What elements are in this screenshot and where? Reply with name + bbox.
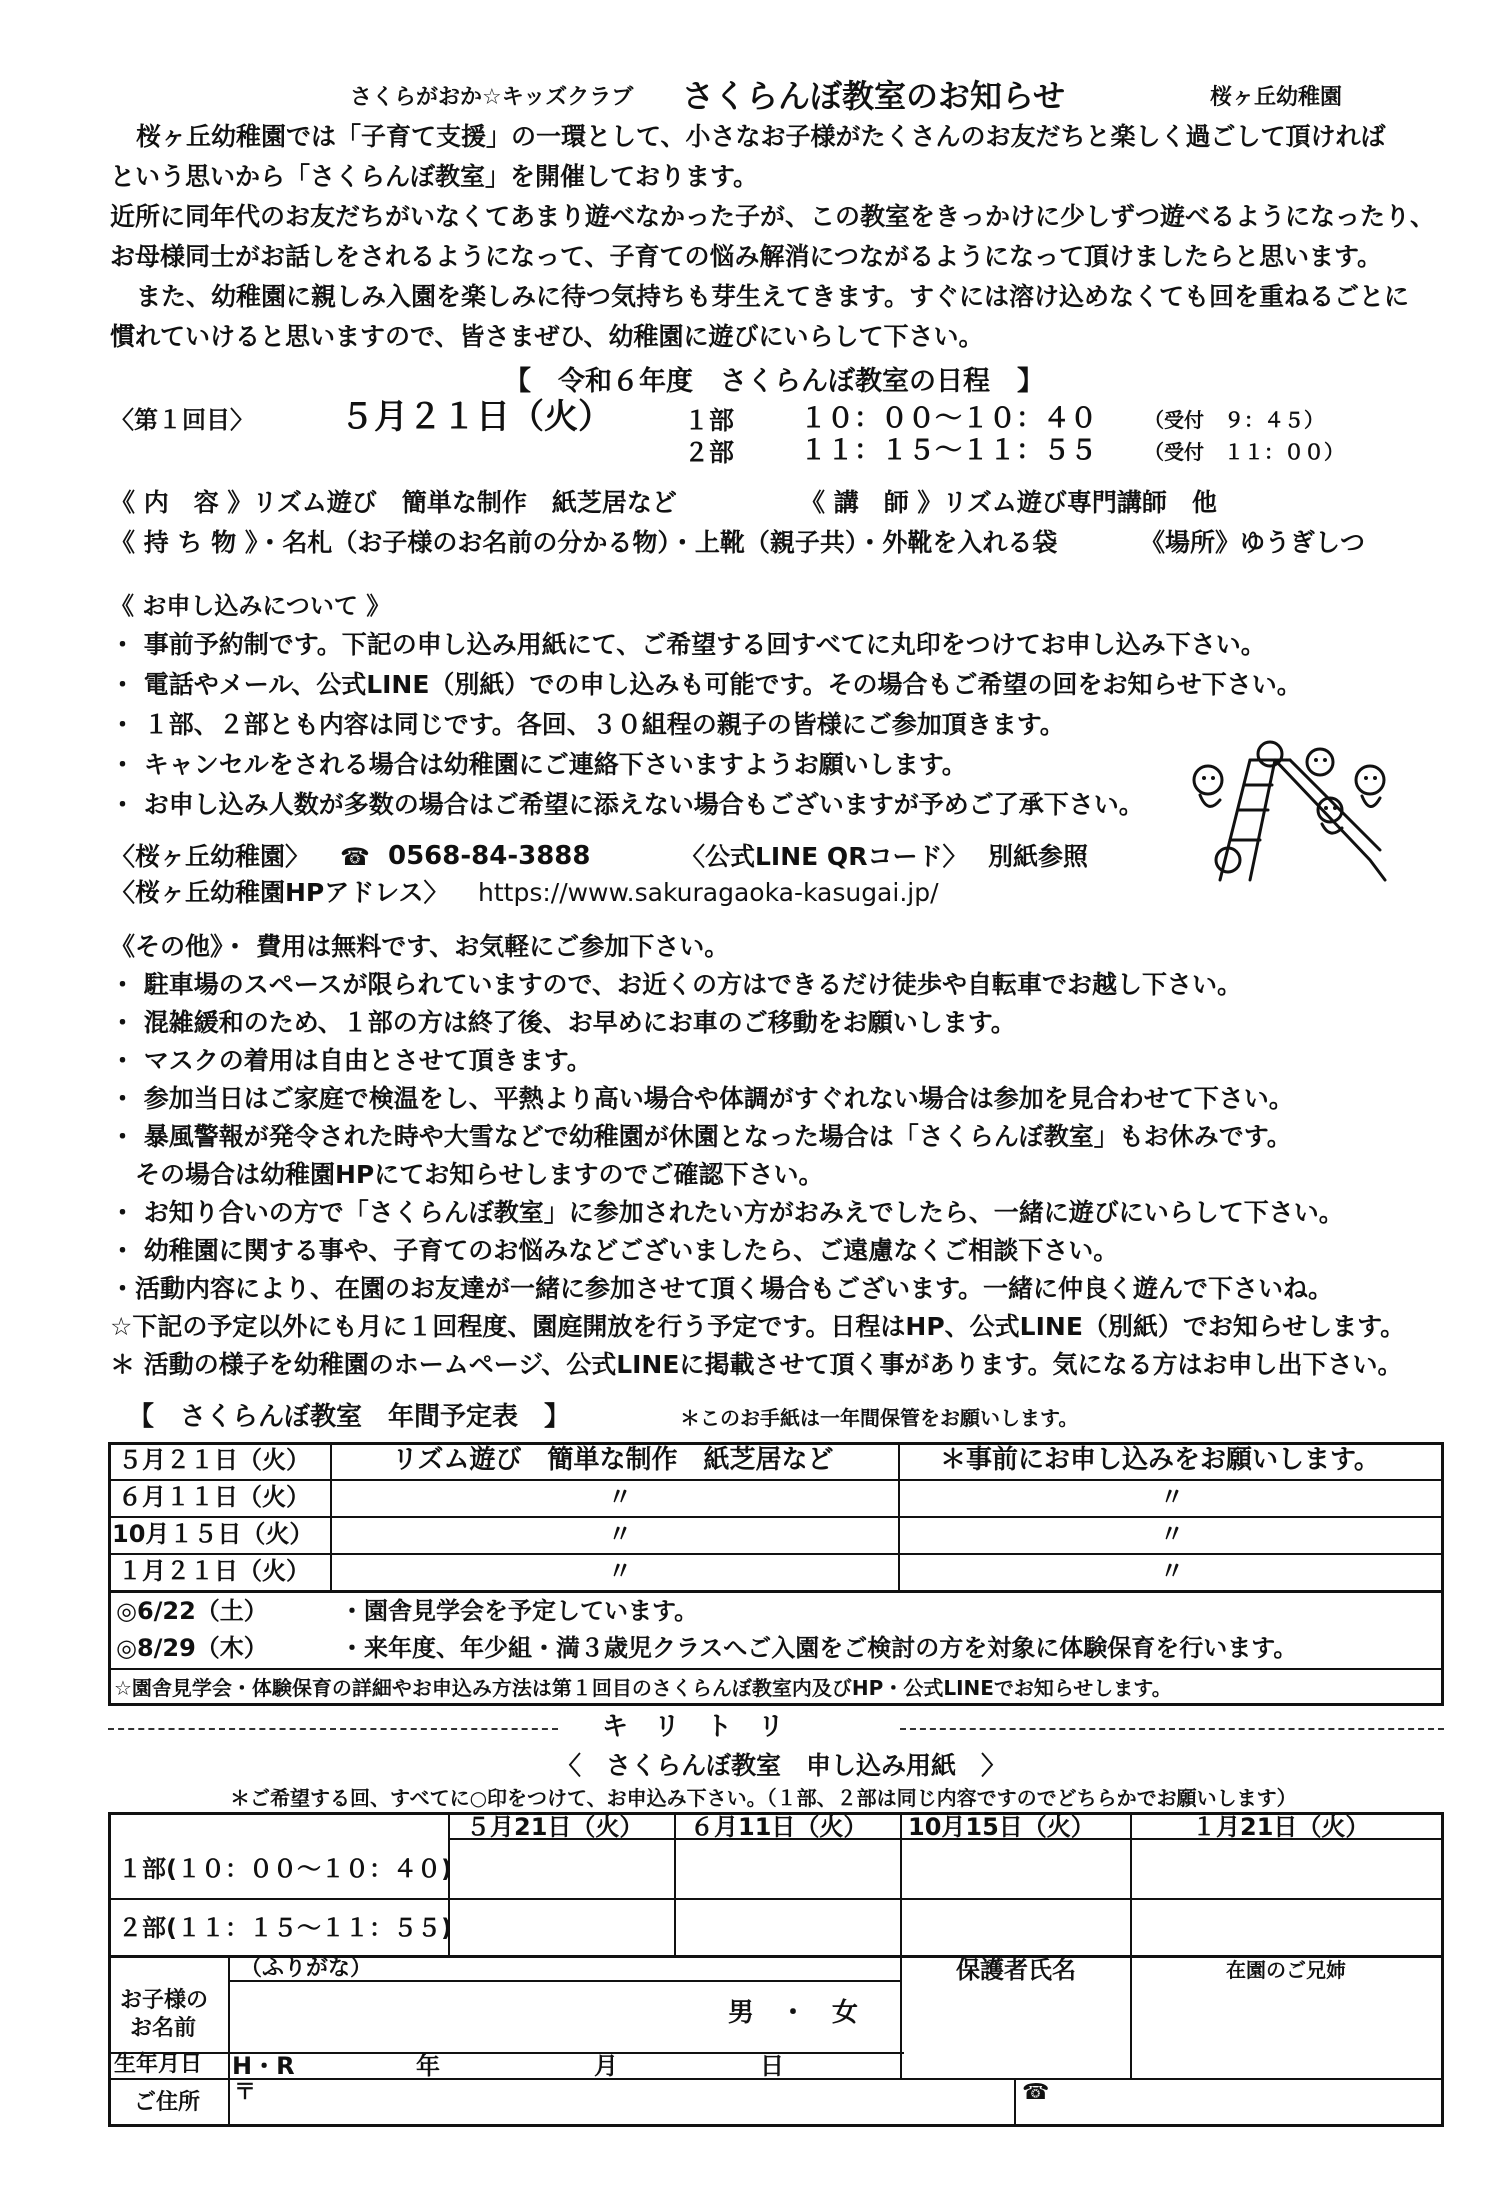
apply-item: ・ １部、２部とも内容は同じです。各回、３０組程の親子の皆様にご参加頂きます。 <box>110 710 1065 739</box>
other-item: ・ 暴風警報が発令された時や大雪などで幼稚園が休園となった場合は「さくらんぼ教室」もお休みです。 <box>110 1122 1292 1151</box>
form-cell-part1-jan21[interactable] <box>1132 1840 1442 1897</box>
annual-row-content: 〃 <box>608 1557 632 1585</box>
other-first: 《その他》・ 費用は無料です、お気軽にご参加下さい。 <box>110 932 730 961</box>
form-phone-input[interactable] <box>1016 2080 1442 2125</box>
form-title: 〈 さくらんぼ教室 申し込み用紙 〉 <box>556 1751 1007 1780</box>
form-birth-month: 月 <box>594 2052 618 2080</box>
intro-line-5: また、幼稚園に親しみ入園を楽しみに待つ気持ちも芽生えてきます。すぐには溶け込めなくても回を重ねるごとに <box>136 282 1410 311</box>
schedule-heading: 【 令和６年度 さくらんぼ教室の日程 】 <box>504 366 1044 397</box>
schedule-part2-reception: （受付 １１：００） <box>1144 440 1344 464</box>
other-item: その場合は幼稚園HPにてお知らせしますのでご確認下さい。 <box>110 1160 824 1189</box>
form-cell-part1-oct15[interactable] <box>902 1840 1128 1897</box>
form-part2-label: ２部(１１：１５〜１１：５５) <box>118 1914 452 1942</box>
annual-row-date: ５月２１日（火） <box>118 1446 310 1474</box>
form-gender[interactable]: 男 ・ 女 <box>728 1998 859 2028</box>
cut-line-right <box>900 1728 1444 1730</box>
apply-heading: 《 お申し込みについて 》 <box>110 592 391 620</box>
org-name: 桜ヶ丘幼稚園 <box>1210 85 1343 110</box>
other-item: ・ 混雑緩和のため、１部の方は終了後、お早めにお車のご移動をお願いします。 <box>110 1008 1016 1037</box>
annual-event-text: ・園舎見学会を予定しています。 <box>340 1597 699 1625</box>
form-sibling-input[interactable] <box>1132 1982 1442 2076</box>
form-cell-part2-jan21[interactable] <box>1132 1900 1442 1956</box>
annual-event-date: ◎8/29（木） <box>116 1634 268 1662</box>
schedule-round: 〈第１回目〉 <box>110 406 254 434</box>
apply-item: ・ 電話やメール、公式LINE（別紙）での申し込みも可能です。その場合もご希望の回をお知らせ下さい。 <box>110 670 1302 699</box>
detail-content: 《 内 容 》リズム遊び 簡単な制作 紙芝居など <box>110 488 677 517</box>
annual-note: ＊このお手紙は一年間保管をお願いします。 <box>680 1406 1079 1430</box>
contact-hp-label: 〈桜ヶ丘幼稚園HPアドレス〉 <box>110 878 449 907</box>
detail-belongings: 《 持 ち 物 》・名札（お子様のお名前の分かる物）・上靴（親子共）・外靴を入れる袋 <box>110 528 1058 557</box>
schedule-part1: １部 <box>684 406 735 435</box>
children-slide-illustration <box>1180 740 1400 890</box>
contact-phone: 0568-84-3888 <box>388 841 591 871</box>
contact-line-label: 〈公式LINE QRコード〉 <box>680 842 968 871</box>
intro-line-3: 近所に同年代のお友だちがいなくてあまり遊べなかった子が、この教室をきっかけに少しずつ遊べるようになったり、 <box>110 202 1436 231</box>
apply-item: ・ 事前予約制です。下記の申し込み用紙にて、ご希望する回すべてに丸印をつけてお申し込み下さい。 <box>110 630 1266 659</box>
other-item: ・活動内容により、在園のお友達が一緒に参加させて頂く場合もございます。一緒に仲良く遊んで下さいね。 <box>110 1274 1334 1303</box>
other-item: ・ マスクの着用は自由とさせて頂きます。 <box>110 1046 592 1075</box>
form-part1-label: １部(１０：００〜１０：４０) <box>118 1855 452 1883</box>
form-instruction: ＊ご希望する回、すべてに○印をつけて、お申込み下さい。（１部、２部は同じ内容ですのでどちらかでお願いします） <box>230 1786 1297 1810</box>
other-item: ・ 幼稚園に関する事や、子育てのお悩みなどございましたら、ご遠慮なくご相談下さい。 <box>110 1236 1119 1265</box>
annual-row-date: １月２１日（火） <box>118 1557 310 1585</box>
form-child-name-label: お子様の <box>120 1988 209 2013</box>
phone-icon: ☎ <box>340 843 370 871</box>
annual-event-date: ◎6/22（土） <box>116 1597 268 1625</box>
schedule-part2-time: １１：１５〜１１：５５ <box>800 435 1097 466</box>
form-child-name-label-2: お名前 <box>130 2016 197 2041</box>
form-child-name-input[interactable] <box>230 1982 898 2050</box>
form-cell-part2-may21[interactable] <box>450 1900 672 1956</box>
form-cell-part1-may21[interactable] <box>450 1840 672 1897</box>
annual-heading: 【 さくらんぼ教室 年間予定表 】 <box>128 1402 571 1432</box>
detail-teacher: 《 講 師 》リズム遊び専門講師 他 <box>800 488 1217 517</box>
annual-row-remark: 〃 <box>1160 1520 1184 1548</box>
form-sibling-label: 在園のご兄姉 <box>1226 1958 1346 1982</box>
form-birth-year: 年 <box>416 2052 440 2080</box>
annual-row-content: 〃 <box>608 1483 632 1511</box>
apply-item: ・ キャンセルをされる場合は幼稚園にご連絡下さいますようお願いします。 <box>110 750 967 779</box>
form-birth-day: 日 <box>760 2052 784 2080</box>
annual-row-remark: ＊事前にお申し込みをお願いします。 <box>940 1445 1380 1475</box>
annual-footnote: ☆園舎見学会・体験保育の詳細やお申込み方法は第１回目のさくらんぼ教室内及びHP・公式LINEでお知らせします。 <box>114 1676 1172 1700</box>
annual-row-remark: 〃 <box>1160 1483 1184 1511</box>
form-cell-part2-oct15[interactable] <box>902 1900 1128 1956</box>
form-date-header: 10月15日（火） <box>908 1813 1095 1841</box>
annual-row-date: ６月１１日（火） <box>118 1483 310 1511</box>
form-date-header: ５月21日（火） <box>466 1813 644 1841</box>
form-phone-icon: ☎ <box>1022 2080 1050 2105</box>
form-address-input[interactable] <box>230 2080 1012 2125</box>
cut-label: キ リ ト リ <box>602 1712 785 1742</box>
annual-row-remark: 〃 <box>1160 1557 1184 1585</box>
annual-row-date: 10月１５日（火） <box>112 1520 314 1548</box>
intro-line-2: という思いから「さくらんぼ教室」を開催しております。 <box>110 162 759 191</box>
contact-hp-url[interactable]: https://www.sakuragaoka-kasugai.jp/ <box>478 878 939 907</box>
form-birth-era[interactable]: H・R <box>232 2052 295 2080</box>
form-birth-label: 生年月日 <box>114 2052 203 2077</box>
other-item: ・ お知り合いの方で「さくらんぼ教室」に参加されたい方がおみえでしたら、一緒に遊びにいらして下さい。 <box>110 1198 1344 1227</box>
apply-item: ・ お申し込み人数が多数の場合はご希望に添えない場合もございますが予めご了承下さい。 <box>110 790 1144 819</box>
cut-line-left <box>108 1728 558 1730</box>
schedule-date: ５月２１日（火） <box>340 397 612 437</box>
form-furigana-label: （ふりがな） <box>240 1956 373 1981</box>
contact-org-label: 〈桜ヶ丘幼稚園〉 <box>110 842 311 871</box>
form-date-header: １月21日（火） <box>1192 1813 1370 1841</box>
form-postal-mark: 〒 <box>234 2080 257 2105</box>
contact-line-note: 別紙参照 <box>988 842 1089 871</box>
form-cell-part1-jun11[interactable] <box>676 1840 898 1897</box>
form-address-label: ご住所 <box>134 2090 201 2115</box>
annual-row-content: リズム遊び 簡単な制作 紙芝居など <box>392 1445 834 1475</box>
other-item: ・ 参加当日はご家庭で検温をし、平熱より高い場合や体調がすぐれない場合は参加を見合わせて下さい。 <box>110 1084 1294 1113</box>
other-item: ☆下記の予定以外にも月に１回程度、園庭開放を行う予定です。日程はHP、公式LINE（別紙）でお知らせします。 <box>110 1312 1406 1341</box>
annual-event-text: ・来年度、年少組・満３歳児クラスへご入園をご検討の方を対象に体験保育を行います。 <box>340 1634 1298 1662</box>
other-item: ＊ 活動の様子を幼稚園のホームページ、公式LINEに掲載させて頂く事があります。気になる方はお申し出下さい。 <box>110 1350 1403 1379</box>
page-title: さくらんぼ教室のお知らせ <box>682 77 1066 115</box>
schedule-part2: ２部 <box>684 438 735 467</box>
intro-line-1: 桜ヶ丘幼稚園では「子育て支援」の一環として、小さなお子様がたくさんのお友だちと楽しく過ごして頂ければ <box>136 122 1386 151</box>
club-name: さくらがおか☆キッズクラブ <box>350 85 634 110</box>
form-date-header: ６月11日（火） <box>690 1813 868 1841</box>
schedule-part1-reception: （受付 ９：４５） <box>1144 408 1324 432</box>
detail-place: 《場所》ゆうぎしつ <box>1140 528 1366 557</box>
intro-line-6: 慣れていけると思いますので、皆さまぜひ、幼稚園に遊びにいらして下さい。 <box>110 322 984 351</box>
form-guardian-input[interactable] <box>902 1982 1128 2076</box>
schedule-part1-time: １０：００〜１０：４０ <box>800 403 1097 434</box>
annual-row-content: 〃 <box>608 1520 632 1548</box>
form-guardian-label: 保護者氏名 <box>956 1956 1076 1984</box>
form-cell-part2-jun11[interactable] <box>676 1900 898 1956</box>
intro-line-4: お母様同士がお話しをされるようになって、子育ての悩み解消につながるようになって頂けましたらと思います。 <box>110 242 1383 271</box>
other-item: ・ 駐車場のスペースが限られていますので、お近くの方はできるだけ徒歩や自転車でお越し下さい。 <box>110 970 1242 999</box>
